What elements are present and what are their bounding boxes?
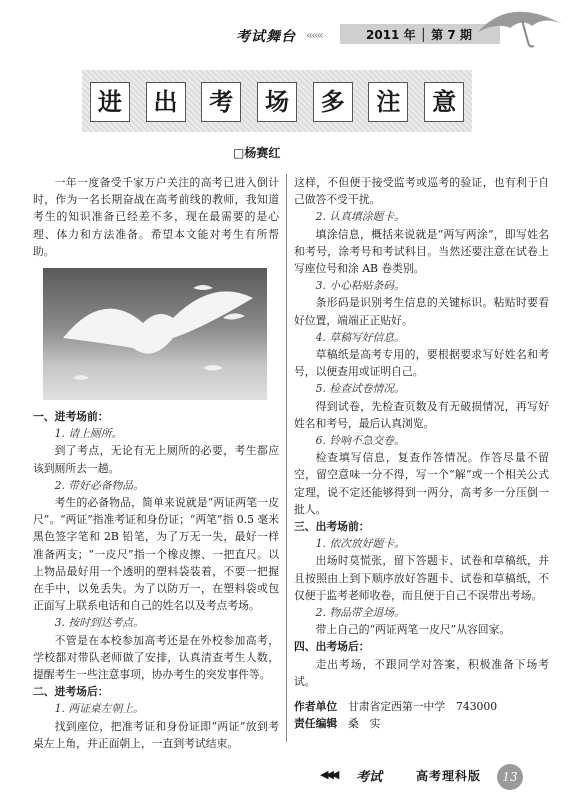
edition-label: 高考理科版 (416, 769, 482, 783)
paragraph: 出场时莫慌张，留下答题卡、试卷和草稿纸，并且按照由上到下顺序放好答题卡、试卷和草稿纸，不仅便于监考老师收卷，而且便于自己不误带出考场。 (294, 554, 549, 602)
editor-label: 责任编辑 (294, 717, 338, 731)
issue-label: 2011 年 │ 第 7 期 (366, 28, 472, 42)
column-divider (286, 174, 287, 742)
subheading: 5. 检查试卷情况。 (315, 382, 405, 396)
subheading: 2. 物品带全退场。 (315, 606, 405, 620)
paragraph: 考生的必备物品，简单来说就是“两证两笔一皮尺”。“两证”指准考证和身份证；“两笔”指 0.5 毫米黑色签字笔和 2B 铅笔，为了万无一失，最好一样准备两支；“一皮尺”指一个橡皮擦、一把直尺。以上物品最好用一个透明的塑料袋装着，不要一把握在手中，以免丢失。为了以防万一，在塑料袋或包正面写上联系电话和自己的姓名以及考点考场。 (33, 496, 279, 613)
paragraph: 这样，不但便于接受监考或巡考的验证，也有利于自己做答不受干扰。 (294, 176, 549, 207)
paragraph: 检查填写信息，复查作答情况。作答尽量不留空，留空意味一分不得，写一个“解”或一个相关公式定理，说不定还能够得到一两分，高考多一分压倒一批人。 (294, 451, 549, 516)
paragraph: 走出考场，不跟同学对答案，积极准备下场考试。 (294, 657, 549, 688)
subheading: 2. 认真填涂题卡。 (315, 210, 405, 224)
subheading: 3. 小心粘贴条码。 (315, 279, 405, 293)
chevrons-decoration: ««« (306, 28, 323, 42)
paragraph: 得到试卷，先检查页数及有无破损情况，再写好姓名和考号，最后认真浏览。 (294, 399, 549, 430)
title-char: 考 (201, 82, 241, 122)
title-char: 场 (257, 82, 297, 122)
subheading: 3. 按时到达考点。 (54, 616, 144, 630)
page-footer (320, 766, 550, 788)
paragraph: 草稿纸是高考专用的，要根据要求写好姓名和考号，以便查用或证明自己。 (294, 348, 549, 379)
paragraph: 填涂信息，概括来说就是“两写两涂”，即写姓名和考号，涂考号和考试科目。当然还要注意在试卷上写座位号和涂 AB 卷类别。 (294, 227, 549, 276)
unit-label: 作者单位 (294, 700, 338, 714)
title-char: 多 (313, 82, 353, 122)
credits (294, 698, 549, 732)
paragraph: 到了考点，无论有无上厕所的必要，考生都应该到厕所去一趟。 (33, 444, 279, 475)
subheading: 1. 依次放好题卡。 (315, 537, 405, 551)
paragraph: 条形码是识别考生信息的关键标识。粘贴时要看好位置，端端正正贴好。 (294, 296, 549, 327)
seagull-photo (43, 268, 267, 400)
arrows-decoration: ◀◀◀ (320, 768, 337, 781)
section-heading: 二、进考场后： (33, 685, 109, 699)
page-header (0, 0, 581, 50)
subheading: 6. 铃响不急交卷。 (315, 434, 405, 448)
unit-value: 甘肃省定西第一中学 743000 (347, 700, 498, 714)
magazine-logo: 考试舞台 (236, 29, 296, 45)
title-char: 注 (368, 82, 408, 122)
left-column (33, 174, 279, 752)
paragraph: 一年一度备受千家万户关注的高考已进入倒计时，作为一名长期奋战在高考前线的教师，我知道考生的知识准备已经差不多，现在最需要的是心理、体力和方法准备。希望本文能对考生有所帮助。 (33, 176, 279, 258)
author-byline: □杨赛红 (233, 146, 281, 160)
section-heading: 一、进考场前： (33, 410, 109, 424)
editor-value: 桑 实 (347, 717, 381, 731)
title-characters (82, 82, 472, 122)
umbrella-icon (470, 2, 570, 50)
section-heading: 三、出考场前： (294, 520, 370, 534)
paragraph: 不管是在本校参加高考还是在外校参加高考，学校都对带队老师做了安排，认真清查考生人数，提醒考生一些注意事项，协办考生的突发事件等。 (33, 633, 279, 682)
right-column (294, 174, 549, 733)
subheading: 2. 带好必备物品。 (54, 478, 144, 492)
article-title (82, 70, 472, 132)
magazine-name: 考试 (356, 770, 383, 785)
section-heading: 四、出考场后： (294, 640, 370, 654)
subheading: 4. 草稿写好信息。 (315, 330, 405, 344)
paragraph: 找到座位，把准考证和身份证即“两证”放到考桌左上角，并正面朝上，一直到考试结束。 (33, 719, 279, 750)
page-number: 13 (497, 764, 523, 790)
subheading: 1. 请上厕所。 (54, 427, 123, 441)
title-char: 出 (146, 82, 186, 122)
title-char: 意 (424, 82, 464, 122)
paragraph: 带上自己的“两证两笔一皮尺”从容回家。 (315, 623, 511, 637)
subheading: 1. 两证桌左朝上。 (54, 702, 144, 716)
title-char: 进 (90, 82, 130, 122)
